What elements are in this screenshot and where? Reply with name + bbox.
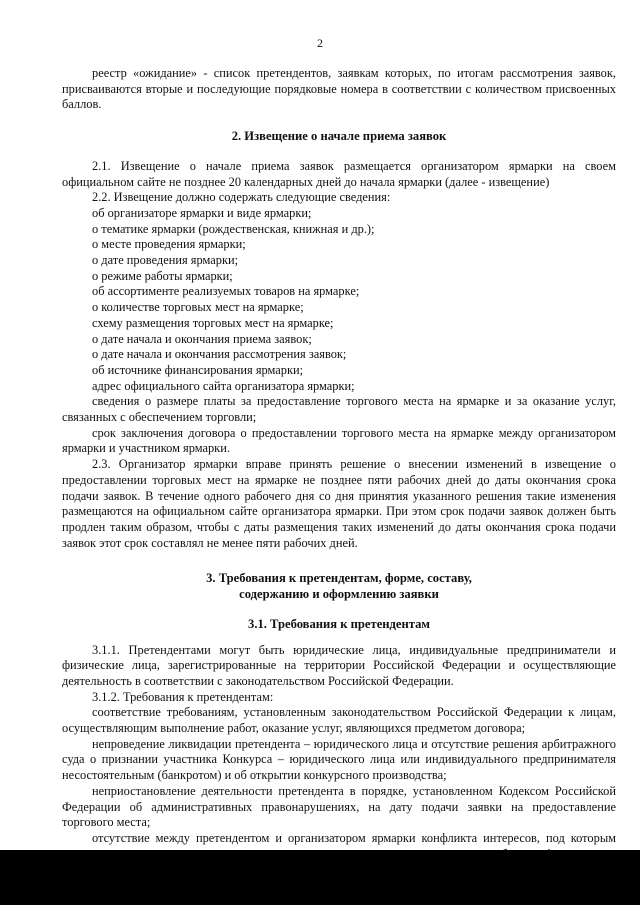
- list-item: о тематике ярмарки (рождественская, книжная и др.);: [92, 221, 375, 236]
- list-item: о количестве торговых мест на ярмарке;: [92, 300, 304, 315]
- requirement-item: непроведение ликвидации претендента – юридического лица и отсутствие решения арбитражного суда о признании участника Конкурса – юридического лица или индивидуального предпринимателя несостоятельным (банкротом) и об открытии конкурсного производства;: [62, 736, 616, 783]
- list-item: о дате начала и окончания рассмотрения заявок;: [92, 347, 347, 362]
- requirement-item: отсутствие между претендентом и организатором ярмарки конфликта интересов, под которым: [92, 830, 616, 845]
- section-3-heading-line-2: содержанию и оформлению заявки: [239, 587, 439, 602]
- list-item: о месте проведения ярмарки;: [92, 237, 246, 252]
- section-3-heading: 3. Требования к претендентам, форме, составу,: [206, 571, 472, 586]
- section-2-heading: 2. Извещение о начале приема заявок: [231, 129, 447, 144]
- notice-items-list: [62, 206, 616, 394]
- list-item-contract-term: срок заключения договора о предоставлении торгового места на ярмарке между организатором ярмарки и участником ярмарки.: [62, 425, 616, 456]
- paragraph-3-1-1: 3.1.1. Претендентами могут быть юридические лица, индивидуальные предприниматели и физические лица, зарегистрированные на территории Российской Федерации и осуществляющие деятельность в соответствии с законодательством Российской Федерации.: [62, 642, 616, 688]
- list-item: об организаторе ярмарки и виде ярмарки;: [92, 205, 312, 220]
- paragraph-2-1: 2.1. Извещение о начале приема заявок размещается организатором ярмарки на своем официальном сайте не позднее 20 календарных дней до начала ярмарки (далее - извещение): [62, 158, 616, 189]
- list-item: о дате начала и окончания приема заявок;: [92, 331, 312, 346]
- list-item: о дате проведения ярмарки;: [92, 253, 239, 268]
- paragraph-2-2: 2.2. Извещение должно содержать следующие сведения:: [92, 190, 391, 205]
- list-item-fee: сведения о размере платы за предоставление торгового места на ярмарке и за оказание услуг, связанных с обеспечением торговли;: [62, 394, 616, 425]
- requirement-item: соответствие требованиям, установленным законодательством Российской Федерации к лицам, осуществляющим выполнение работ, оказание услуг, являющихся предметом договора;: [62, 705, 616, 736]
- paragraph-3-1-2: 3.1.2. Требования к претендентам:: [92, 689, 274, 704]
- document-body: [62, 66, 616, 878]
- paragraph-2-3: 2.3. Организатор ярмарки вправе принять решение о внесении изменений в извещение о предоставлении торговых мест на ярмарке не позднее пяти рабочих дней до даты окончания срока подачи заявок. В течение одного рабочего дня со дня принятия указанного решения такие изменения размещаются на официальном сайте организатора ярмарки. При этом срок подачи заявок должен быть продлен таким образом, чтобы с даты размещения таких изменений до даты окончания срока подачи заявок этот срок составлял не менее пяти рабочих дней.: [62, 457, 616, 550]
- list-item: схему размещения торговых мест на ярмарке;: [92, 315, 334, 330]
- list-item: адрес официального сайта организатора ярмарки;: [92, 378, 355, 393]
- page-number: 2: [317, 36, 323, 50]
- scan-bottom-border: [0, 850, 640, 905]
- intro-paragraph: реестр «ожидание» - список претендентов, заявкам которых, по итогам рассмотрения заявок, присваиваются вторые и последующие порядковые номера в соответствии с количеством присвоенных баллов.: [62, 66, 616, 112]
- list-item: о режиме работы ярмарки;: [92, 268, 233, 283]
- list-item: об ассортименте реализуемых товаров на ярмарке;: [92, 284, 360, 299]
- requirement-item: неприостановление деятельности претендента в порядке, установленном Кодексом Российской Федерации об административных правонарушениях, на дату подачи заявки на предоставление торгового места;: [62, 783, 616, 830]
- subsection-3-1-heading: 3.1. Требования к претендентам: [248, 616, 430, 631]
- list-item: об источнике финансирования ярмарки;: [92, 362, 304, 377]
